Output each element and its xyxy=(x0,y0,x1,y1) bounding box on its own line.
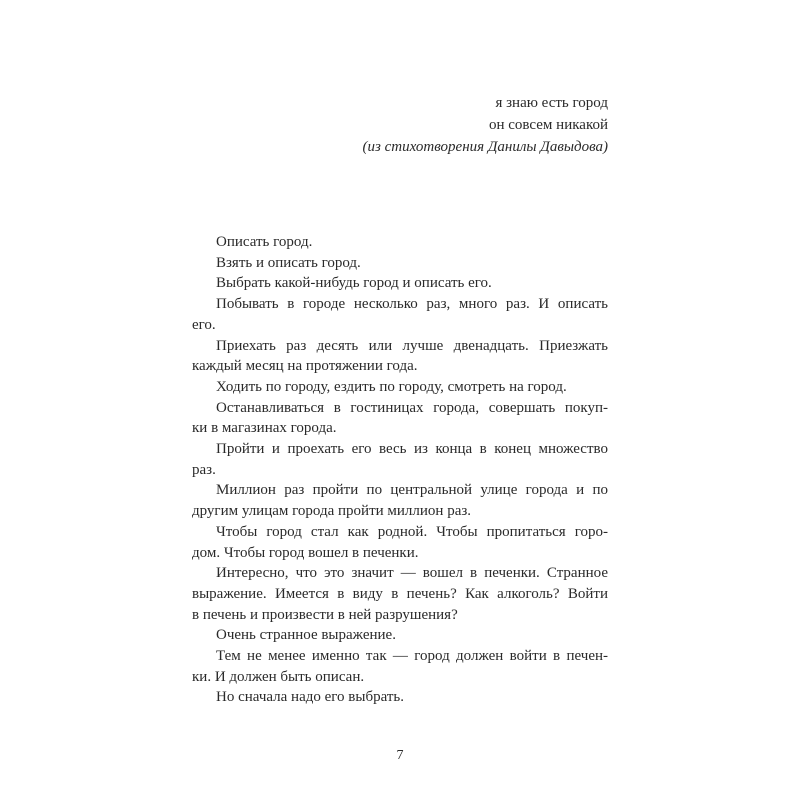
text-line: Тем не менее именно так — город должен войти в печен- xyxy=(216,648,608,665)
text-line: Приехать раз десять или лучше двенадцать. Приезжать xyxy=(216,337,608,354)
epigraph xyxy=(363,92,608,158)
text-line: его. xyxy=(192,316,216,333)
epigraph-source: (из стихотворения Данилы Давыдова) xyxy=(362,139,608,155)
text-line: Интересно, что это значит — вошел в печенки. Странное xyxy=(216,565,608,582)
text-line: дом. Чтобы город вошел в печенки. xyxy=(192,544,419,561)
text-line: другим улицам города пройти миллион раз. xyxy=(192,503,472,520)
text-line: Но сначала надо его выбрать. xyxy=(216,689,405,706)
text-line: каждый месяц на протяжении года. xyxy=(192,358,418,375)
text-line: ки в магазинах города. xyxy=(192,420,337,437)
text-line: Взять и описать город. xyxy=(216,254,361,271)
text-line: Ходить по городу, ездить по городу, смотреть на город. xyxy=(216,378,567,395)
text-line: выражение. Имеется в виду в печень? Как алкоголь? Войти xyxy=(192,585,608,602)
page-number: 7 xyxy=(396,748,404,763)
text-line: Останавливаться в гостиницах города, совершать покуп- xyxy=(216,399,608,416)
text-line: в печень и произвести в ней разрушения? xyxy=(192,606,458,623)
body-text xyxy=(192,232,608,708)
epigraph-line: он совсем никакой xyxy=(489,117,608,133)
text-line: Описать город. xyxy=(216,234,313,250)
text-line: Миллион раз пройти по центральной улице города и по xyxy=(216,482,608,499)
text-line: Чтобы город стал как родной. Чтобы пропитаться горо- xyxy=(216,523,608,540)
text-line: Побывать в городе несколько раз, много раз. И описать xyxy=(216,296,608,313)
text-line: раз. xyxy=(192,461,216,478)
text-line: Очень странное выражение. xyxy=(216,627,396,644)
text-line: Пройти и проехать его весь из конца в конец множество xyxy=(216,441,608,458)
epigraph-line: я знаю есть город xyxy=(495,95,608,111)
text-line: ки. И должен быть описан. xyxy=(192,668,365,685)
text-line: Выбрать какой-нибудь город и описать его. xyxy=(216,275,492,292)
